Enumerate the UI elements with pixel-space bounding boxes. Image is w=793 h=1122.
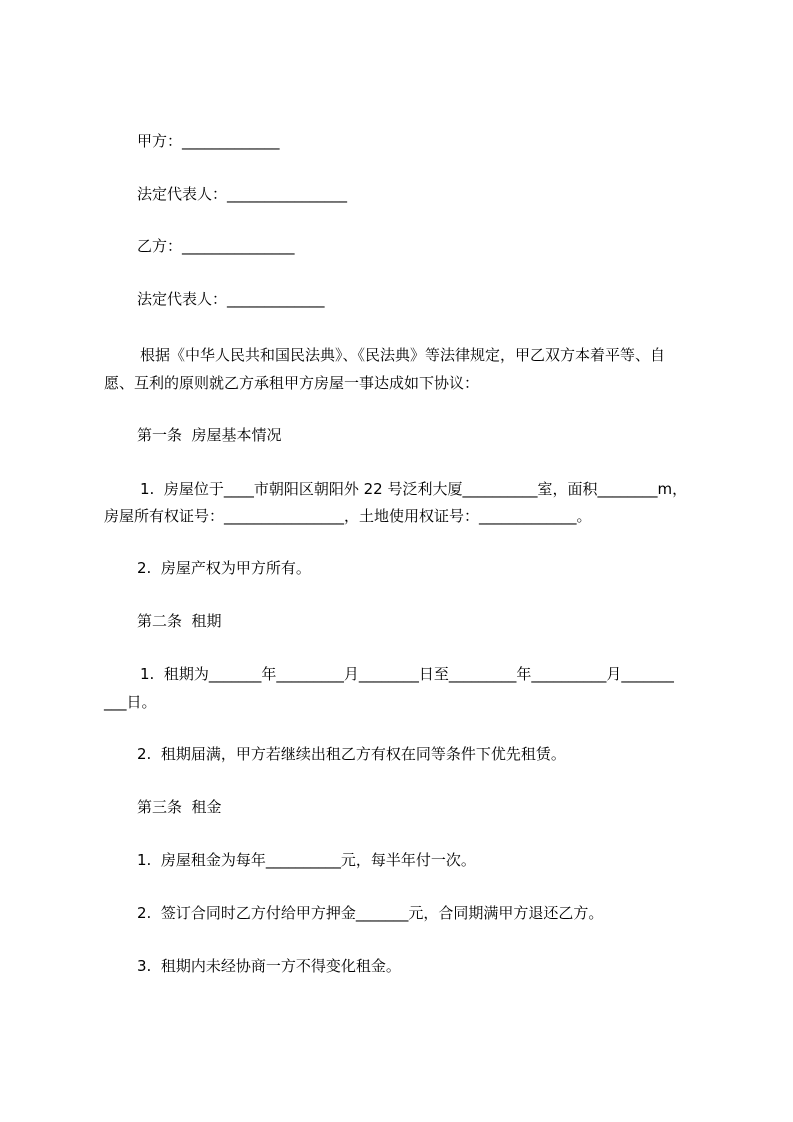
article-2-item-1-line-1: 1. 租期为_______年_________月________日至_________年__________月_______ xyxy=(140,665,674,683)
party-b-representative-line: 法定代表人：_____________ xyxy=(137,290,325,308)
article-1-item-1-line-2: 房屋所有权证号：________________，土地使用权证号：_____________。 xyxy=(104,507,592,525)
party-a-representative-line: 法定代表人：________________ xyxy=(137,185,348,203)
party-b-line: 乙方：_______________ xyxy=(137,237,295,255)
article-2-item-1-line-2: ___日。 xyxy=(104,693,157,711)
article-3-item-2: 2. 签订合同时乙方付给甲方押金_______元，合同期满甲方退还乙方。 xyxy=(137,904,604,922)
preamble-line-1: 根据《中华人民共和国民法典》、《民法典》等法律规定，甲乙双方本着平等、自 xyxy=(140,346,666,364)
article-2-heading: 第二条 租期 xyxy=(137,612,222,630)
article-1-heading: 第一条 房屋基本情况 xyxy=(137,426,282,444)
article-2-item-2: 2. 租期届满，甲方若继续出租乙方有权在同等条件下优先租赁。 xyxy=(137,745,566,763)
party-a-line: 甲方：_____________ xyxy=(137,132,280,150)
article-3-item-1: 1. 房屋租金为每年__________元，每半年付一次。 xyxy=(137,851,476,869)
preamble-line-2: 愿、互利的原则就乙方承租甲方房屋一事达成如下协议： xyxy=(104,374,480,392)
article-3-item-3: 3. 租期内未经协商一方不得变化租金。 xyxy=(137,957,401,975)
article-3-heading: 第三条 租金 xyxy=(137,798,222,816)
article-1-item-1-line-1: 1. 房屋位于____市朝阳区朝阳外 22 号泛利大厦__________室，面积________m， xyxy=(140,480,688,498)
article-1-item-2: 2. 房屋产权为甲方所有。 xyxy=(137,559,311,577)
